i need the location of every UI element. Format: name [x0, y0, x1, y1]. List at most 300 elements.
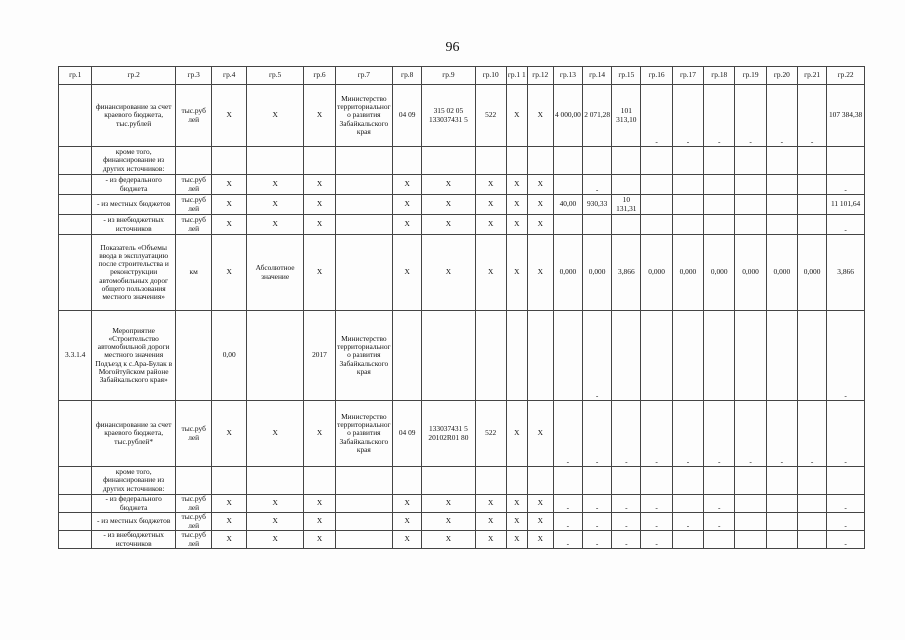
- column-header: гр.10: [475, 67, 506, 85]
- table-cell: 0,000: [553, 235, 582, 311]
- table-cell: [553, 215, 582, 235]
- table-cell: [704, 215, 735, 235]
- table-cell: X: [212, 531, 246, 549]
- table-cell: [641, 311, 672, 401]
- table-cell: [672, 175, 703, 195]
- table-row: [59, 401, 865, 467]
- table-cell: X: [393, 235, 422, 311]
- table-cell: [553, 311, 582, 401]
- table-cell: [59, 235, 92, 311]
- table-cell: X: [304, 531, 335, 549]
- table-cell: -: [553, 401, 582, 467]
- table-cell: [798, 495, 827, 513]
- table-cell: X: [527, 531, 553, 549]
- table-cell: - из федерального бюджета: [92, 495, 176, 513]
- table-cell: тыс.руб лей: [175, 531, 212, 549]
- table-cell: X: [506, 175, 527, 195]
- table-cell: X: [527, 195, 553, 215]
- page-number: 96: [445, 40, 460, 55]
- table-cell: [393, 147, 422, 175]
- table-cell: [583, 467, 612, 495]
- table-cell: тыс.руб лей: [175, 195, 212, 215]
- table-row: [59, 147, 865, 175]
- table-cell: X: [304, 513, 335, 531]
- table-cell: [672, 467, 703, 495]
- table-cell: X: [393, 531, 422, 549]
- column-header: гр.12: [527, 67, 553, 85]
- table-cell: Министерство территориального развития Забайкальского края: [335, 85, 392, 147]
- table-cell: X: [527, 85, 553, 147]
- table-cell: X: [506, 85, 527, 147]
- table-cell: [704, 311, 735, 401]
- table-cell: X: [422, 215, 475, 235]
- table-cell: -: [583, 401, 612, 467]
- table-cell: 315 02 05 133037431 5: [422, 85, 475, 147]
- table-cell: -: [827, 531, 865, 549]
- table-cell: [59, 531, 92, 549]
- table-cell: -: [735, 85, 766, 147]
- column-header: гр.1: [59, 67, 92, 85]
- table-cell: [798, 513, 827, 531]
- table-cell: [704, 147, 735, 175]
- table-cell: тыс.руб лей: [175, 175, 212, 195]
- table-cell: X: [475, 195, 506, 215]
- table-row: [59, 513, 865, 531]
- table-cell: -: [827, 513, 865, 531]
- table-cell: [59, 175, 92, 195]
- table-cell: -: [641, 495, 672, 513]
- table-cell: 0,000: [672, 235, 703, 311]
- table-cell: - из внебюджетных источников: [92, 215, 176, 235]
- table-cell: 2017: [304, 311, 335, 401]
- table-cell: [612, 215, 641, 235]
- column-header: гр.14: [583, 67, 612, 85]
- table-cell: X: [527, 495, 553, 513]
- table-cell: -: [766, 85, 797, 147]
- table-row: [59, 531, 865, 549]
- table-cell: [304, 467, 335, 495]
- table-cell: X: [527, 513, 553, 531]
- table-cell: -: [583, 311, 612, 401]
- table-row: [59, 235, 865, 311]
- table-cell: [475, 147, 506, 175]
- table-cell: [422, 467, 475, 495]
- table-cell: [798, 175, 827, 195]
- table-cell: [641, 467, 672, 495]
- table-cell: X: [506, 215, 527, 235]
- program-table: [58, 66, 865, 549]
- table-cell: X: [475, 513, 506, 531]
- table-cell: [335, 531, 392, 549]
- column-header: гр.18: [704, 67, 735, 85]
- table-cell: X: [304, 401, 335, 467]
- table-cell: - из местных бюджетов: [92, 195, 176, 215]
- table-cell: -: [612, 495, 641, 513]
- table-cell: [246, 467, 303, 495]
- table-cell: -: [641, 531, 672, 549]
- table-cell: X: [506, 195, 527, 215]
- table-cell: [393, 311, 422, 401]
- table-cell: [527, 467, 553, 495]
- table-cell: [766, 215, 797, 235]
- table-row: [59, 85, 865, 147]
- table-cell: X: [246, 495, 303, 513]
- table-cell: [422, 147, 475, 175]
- table-cell: -: [827, 401, 865, 467]
- table-cell: -: [735, 401, 766, 467]
- table-cell: [59, 495, 92, 513]
- table-cell: [735, 513, 766, 531]
- table-cell: [641, 215, 672, 235]
- table-cell: X: [246, 85, 303, 147]
- table-cell: [798, 195, 827, 215]
- table-cell: [766, 531, 797, 549]
- table-cell: X: [246, 195, 303, 215]
- table-cell: X: [212, 235, 246, 311]
- table-cell: [175, 311, 212, 401]
- table-cell: X: [393, 513, 422, 531]
- table-cell: [612, 175, 641, 195]
- column-header: гр.16: [641, 67, 672, 85]
- table-cell: [553, 175, 582, 195]
- table-cell: X: [212, 215, 246, 235]
- table-cell: [798, 215, 827, 235]
- table-cell: [246, 147, 303, 175]
- column-header: гр.22: [827, 67, 865, 85]
- table-cell: [612, 311, 641, 401]
- table-cell: -: [553, 495, 582, 513]
- table-cell: [335, 175, 392, 195]
- table-cell: X: [212, 513, 246, 531]
- table-cell: [735, 195, 766, 215]
- table-cell: 3.3.1.4: [59, 311, 92, 401]
- table-cell: X: [475, 531, 506, 549]
- table-cell: Абсолютное значение: [246, 235, 303, 311]
- column-header: гр.19: [735, 67, 766, 85]
- table-cell: [59, 467, 92, 495]
- table-cell: -: [583, 495, 612, 513]
- table-cell: [735, 531, 766, 549]
- table-cell: [583, 215, 612, 235]
- table-cell: -: [612, 513, 641, 531]
- table-cell: [735, 467, 766, 495]
- table-cell: 10 131,31: [612, 195, 641, 215]
- table-cell: [59, 215, 92, 235]
- table-cell: X: [246, 531, 303, 549]
- table-cell: [766, 467, 797, 495]
- table-cell: -: [704, 401, 735, 467]
- table-cell: -: [766, 401, 797, 467]
- table-cell: - из местных бюджетов: [92, 513, 176, 531]
- table-cell: км: [175, 235, 212, 311]
- column-header: гр.17: [672, 67, 703, 85]
- table-cell: [506, 311, 527, 401]
- table-cell: кроме того, финансирование из других источников:: [92, 467, 176, 495]
- table-cell: 3,866: [827, 235, 865, 311]
- table-cell: -: [553, 531, 582, 549]
- table-cell: [704, 175, 735, 195]
- table-cell: тыс.руб лей: [175, 85, 212, 147]
- table-cell: [735, 215, 766, 235]
- table-cell: [553, 147, 582, 175]
- table-cell: 40,00: [553, 195, 582, 215]
- table-cell: 04 09: [393, 401, 422, 467]
- table-cell: 522: [475, 85, 506, 147]
- table-cell: [766, 495, 797, 513]
- table-cell: 0,000: [735, 235, 766, 311]
- table-cell: [393, 467, 422, 495]
- table-cell: X: [506, 401, 527, 467]
- table-cell: X: [527, 235, 553, 311]
- table-cell: [422, 311, 475, 401]
- table-cell: тыс.руб лей: [175, 401, 212, 467]
- table-cell: X: [304, 235, 335, 311]
- table-cell: [475, 467, 506, 495]
- table-cell: [798, 467, 827, 495]
- table-cell: [798, 311, 827, 401]
- table-cell: X: [527, 215, 553, 235]
- table-cell: X: [475, 495, 506, 513]
- table-cell: X: [527, 401, 553, 467]
- table-cell: 522: [475, 401, 506, 467]
- table-cell: 3,866: [612, 235, 641, 311]
- table-cell: Мероприятие «Строительство автомобильной дороги местного значения Подъезд к с.Ара-Булак в Могойтуйском районе Забайкальского края»: [92, 311, 176, 401]
- table-cell: [672, 215, 703, 235]
- table-cell: -: [827, 175, 865, 195]
- table-cell: [612, 467, 641, 495]
- table-cell: [641, 195, 672, 215]
- column-header: гр.2: [92, 67, 176, 85]
- table-cell: X: [246, 401, 303, 467]
- table-cell: [672, 147, 703, 175]
- table-cell: [672, 531, 703, 549]
- table-cell: [335, 235, 392, 311]
- table-cell: 0,000: [798, 235, 827, 311]
- column-header: гр.9: [422, 67, 475, 85]
- table-cell: X: [393, 195, 422, 215]
- table-cell: [59, 147, 92, 175]
- table-cell: [641, 147, 672, 175]
- table-cell: [212, 467, 246, 495]
- table-cell: - из федерального бюджета: [92, 175, 176, 195]
- table-cell: [506, 467, 527, 495]
- table-cell: Министерство территориального развития Забайкальского края: [335, 311, 392, 401]
- table-cell: X: [393, 495, 422, 513]
- table-cell: -: [827, 495, 865, 513]
- table-cell: [583, 147, 612, 175]
- table-cell: 11 101,64: [827, 195, 865, 215]
- column-header: гр.20: [766, 67, 797, 85]
- table-cell: -: [583, 513, 612, 531]
- table-cell: Министерство территориального развития Забайкальского края: [335, 401, 392, 467]
- table-cell: тыс.руб лей: [175, 513, 212, 531]
- table-row: [59, 175, 865, 195]
- table-cell: X: [212, 195, 246, 215]
- table-cell: X: [304, 195, 335, 215]
- table-cell: [553, 467, 582, 495]
- table-cell: X: [506, 495, 527, 513]
- table-cell: -: [827, 311, 865, 401]
- table-cell: X: [422, 235, 475, 311]
- table-cell: X: [475, 175, 506, 195]
- table-cell: X: [422, 513, 475, 531]
- table-cell: X: [422, 495, 475, 513]
- table-cell: -: [672, 401, 703, 467]
- table-cell: 0,000: [766, 235, 797, 311]
- table-cell: 2 071,28: [583, 85, 612, 147]
- table-cell: тыс.руб лей: [175, 215, 212, 235]
- column-header: гр.8: [393, 67, 422, 85]
- table-cell: -: [704, 85, 735, 147]
- table-cell: [827, 467, 865, 495]
- table-cell: [766, 175, 797, 195]
- table-cell: [766, 513, 797, 531]
- table-cell: X: [246, 215, 303, 235]
- table-cell: [506, 147, 527, 175]
- table-cell: X: [212, 85, 246, 147]
- table-cell: 101 313,10: [612, 85, 641, 147]
- table-cell: -: [641, 85, 672, 147]
- header-row: [59, 67, 865, 85]
- table-cell: X: [527, 175, 553, 195]
- table-cell: X: [246, 513, 303, 531]
- table-cell: [612, 147, 641, 175]
- table-cell: [672, 495, 703, 513]
- table-cell: [798, 147, 827, 175]
- table-cell: [246, 311, 303, 401]
- table-cell: X: [304, 495, 335, 513]
- column-header: гр.3: [175, 67, 212, 85]
- table-cell: [704, 467, 735, 495]
- table-cell: X: [246, 175, 303, 195]
- table-cell: [335, 467, 392, 495]
- table-cell: [827, 147, 865, 175]
- table-cell: 107 384,38: [827, 85, 865, 147]
- table-cell: 133037431 5 20102R01 80: [422, 401, 475, 467]
- table-cell: [641, 175, 672, 195]
- table-cell: [735, 175, 766, 195]
- table-cell: -: [612, 401, 641, 467]
- table-row: [59, 215, 865, 235]
- table-cell: [527, 147, 553, 175]
- table-cell: [59, 195, 92, 215]
- table-cell: 0,000: [641, 235, 672, 311]
- table-cell: [175, 467, 212, 495]
- table-cell: X: [422, 195, 475, 215]
- table-cell: -: [612, 531, 641, 549]
- table-cell: X: [506, 513, 527, 531]
- table-cell: -: [827, 215, 865, 235]
- table-row: [59, 495, 865, 513]
- column-header: гр.15: [612, 67, 641, 85]
- table-cell: [766, 195, 797, 215]
- table-row: [59, 311, 865, 401]
- table-row: [59, 195, 865, 215]
- column-header: гр.13: [553, 67, 582, 85]
- table-cell: X: [393, 175, 422, 195]
- table-cell: [59, 85, 92, 147]
- table-row: [59, 467, 865, 495]
- table-cell: [335, 215, 392, 235]
- table-cell: X: [475, 215, 506, 235]
- table-cell: [475, 311, 506, 401]
- table-cell: [766, 147, 797, 175]
- table-cell: 0,000: [704, 235, 735, 311]
- table-cell: X: [212, 175, 246, 195]
- table-cell: X: [506, 531, 527, 549]
- table-cell: - из внебюджетных источников: [92, 531, 176, 549]
- table-cell: тыс.руб лей: [175, 495, 212, 513]
- table-cell: [212, 147, 246, 175]
- table-cell: X: [393, 215, 422, 235]
- table-cell: [304, 147, 335, 175]
- table-cell: финансирование за счет краевого бюджета, тыс.рублей*: [92, 401, 176, 467]
- table-cell: X: [304, 215, 335, 235]
- table-cell: X: [212, 495, 246, 513]
- column-header: гр.7: [335, 67, 392, 85]
- table-cell: [735, 147, 766, 175]
- column-header: гр.1 1: [506, 67, 527, 85]
- table-cell: -: [798, 401, 827, 467]
- table-cell: 0,00: [212, 311, 246, 401]
- table-cell: X: [475, 235, 506, 311]
- table-cell: [59, 401, 92, 467]
- table-cell: [735, 495, 766, 513]
- table-cell: -: [672, 85, 703, 147]
- table-cell: 04 09: [393, 85, 422, 147]
- table-cell: [704, 195, 735, 215]
- table-cell: -: [798, 85, 827, 147]
- table-cell: [766, 311, 797, 401]
- table-cell: 0,000: [583, 235, 612, 311]
- table-cell: [335, 513, 392, 531]
- table-cell: X: [422, 175, 475, 195]
- table-cell: -: [641, 513, 672, 531]
- table-cell: X: [422, 531, 475, 549]
- table-cell: [704, 531, 735, 549]
- table-cell: -: [672, 513, 703, 531]
- column-header: гр.4: [212, 67, 246, 85]
- table-cell: 4 000,00: [553, 85, 582, 147]
- table-cell: [798, 531, 827, 549]
- table-cell: -: [704, 513, 735, 531]
- table-cell: 930,33: [583, 195, 612, 215]
- table-cell: [335, 195, 392, 215]
- table-cell: Показатель «Объемы ввода в эксплуатацию после строительства и реконструкции автомобильных дорог общего пользования местного значения»: [92, 235, 176, 311]
- table-cell: -: [583, 531, 612, 549]
- table-cell: кроме того, финансирование из других источников:: [92, 147, 176, 175]
- table-cell: [175, 147, 212, 175]
- table-cell: [672, 311, 703, 401]
- table-cell: X: [304, 85, 335, 147]
- table-cell: -: [704, 495, 735, 513]
- table-cell: X: [506, 235, 527, 311]
- table-cell: -: [583, 175, 612, 195]
- table-cell: X: [212, 401, 246, 467]
- table-cell: [735, 311, 766, 401]
- table-cell: [527, 311, 553, 401]
- table-cell: [335, 147, 392, 175]
- column-header: гр.5: [246, 67, 303, 85]
- table-cell: финансирование за счет краевого бюджета, тыс.рублей: [92, 85, 176, 147]
- table-cell: [335, 495, 392, 513]
- table-cell: [59, 513, 92, 531]
- table-cell: -: [553, 513, 582, 531]
- table-cell: X: [304, 175, 335, 195]
- column-header: гр.6: [304, 67, 335, 85]
- table-cell: -: [641, 401, 672, 467]
- column-header: гр.21: [798, 67, 827, 85]
